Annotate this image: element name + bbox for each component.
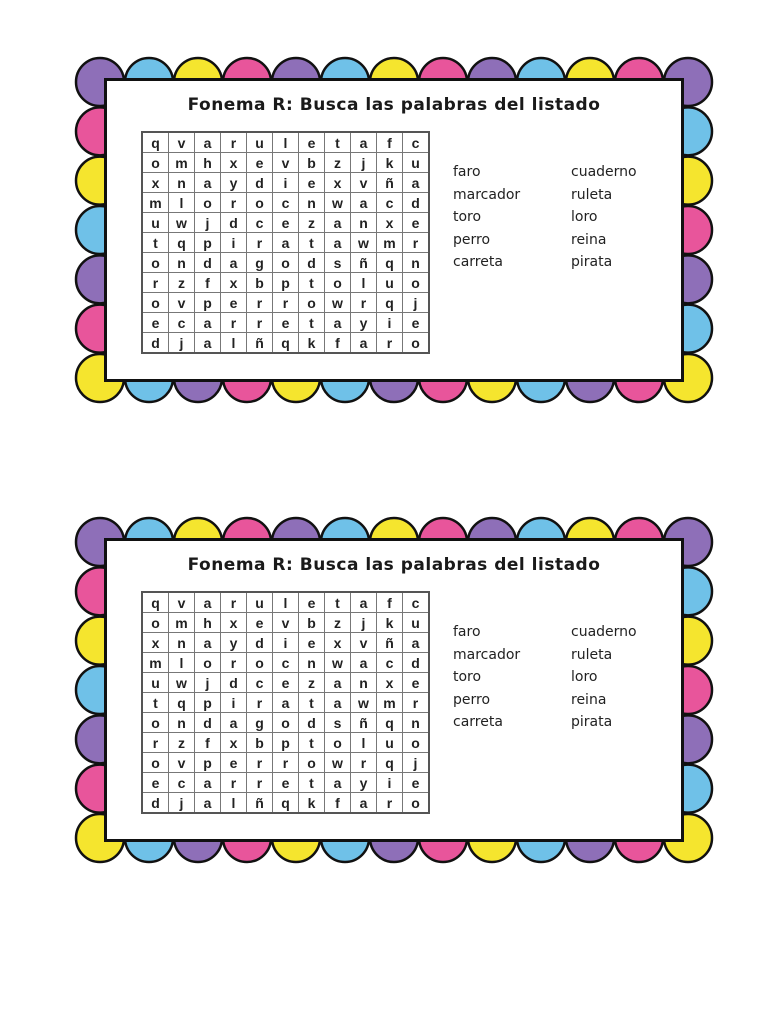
grid-cell: o [403,733,430,753]
grid-cell: o [247,193,273,213]
grid-cell: r [351,293,377,313]
grid-cell: d [247,173,273,193]
grid-cell: y [221,173,247,193]
grid-cell: r [247,773,273,793]
card-panel [104,78,684,382]
word-item: pirata [571,714,613,730]
grid-cell: e [142,773,169,793]
grid-cell: w [351,233,377,253]
grid-cell: x [142,173,169,193]
grid-cell: o [195,193,221,213]
grid-row [142,753,429,773]
grid-cell: e [142,313,169,333]
grid-cell: t [299,233,325,253]
grid-cell: n [169,253,195,273]
grid-cell: r [221,592,247,613]
grid-cell: x [325,173,351,193]
grid-cell: b [247,733,273,753]
grid-cell: a [351,132,377,153]
grid-cell: c [247,673,273,693]
word-list-left [453,161,520,274]
grid-cell: q [142,592,169,613]
grid-cell: l [169,193,195,213]
word-item: cuaderno [571,624,637,640]
grid-cell: i [221,693,247,713]
grid-cell: z [325,613,351,633]
grid-cell: l [221,333,247,354]
grid-cell: n [351,673,377,693]
grid-row [142,193,429,213]
word-item: loro [571,209,598,225]
word-item: perro [453,231,491,248]
grid-cell: q [273,333,299,354]
grid-cell: r [142,733,169,753]
grid-cell: n [403,713,430,733]
grid-cell: a [351,793,377,814]
grid-cell: r [247,233,273,253]
grid-cell: y [351,313,377,333]
grid-cell: a [325,693,351,713]
grid-cell: a [195,132,221,153]
grid-cell: g [247,253,273,273]
grid-cell: a [325,313,351,333]
grid-cell: y [351,773,377,793]
grid-row [142,653,429,673]
grid-cell: j [403,753,430,773]
grid-cell: z [169,733,195,753]
grid-cell: m [142,193,169,213]
grid-cell: ñ [377,173,403,193]
grid-cell: b [299,153,325,173]
grid-cell: f [195,733,221,753]
grid-cell: u [142,673,169,693]
grid-cell: t [299,733,325,753]
grid-cell: d [247,633,273,653]
grid-cell: q [142,132,169,153]
grid-cell: w [325,193,351,213]
grid-cell: v [351,633,377,653]
grid-cell: m [142,653,169,673]
grid-cell: o [299,753,325,773]
grid-cell: b [247,273,273,293]
grid-row [142,213,429,233]
grid-cell: n [299,653,325,673]
grid-cell: o [403,793,430,814]
grid-cell: u [377,273,403,293]
grid-cell: z [299,673,325,693]
grid-cell: o [325,733,351,753]
word-item: ruleta [571,186,613,203]
grid-cell: n [351,213,377,233]
grid-cell: a [351,333,377,354]
grid-cell: v [169,293,195,313]
grid-cell: y [221,633,247,653]
grid-cell: v [169,592,195,613]
grid-cell: o [142,293,169,313]
grid-cell: l [273,592,299,613]
grid-cell: l [273,132,299,153]
grid-cell: f [195,273,221,293]
grid-cell: k [299,333,325,354]
grid-cell: n [403,253,430,273]
grid-cell: j [195,673,221,693]
grid-cell: f [377,592,403,613]
grid-cell: z [325,153,351,173]
grid-cell: h [195,153,221,173]
grid-cell: s [325,713,351,733]
grid-cell: q [273,793,299,814]
grid-cell: l [351,273,377,293]
grid-cell: e [221,753,247,773]
grid-cell: v [169,753,195,773]
grid-cell: o [403,333,430,354]
grid-cell: c [247,213,273,233]
grid-cell: e [299,633,325,653]
grid-row [142,253,429,273]
word-item: carreta [453,254,503,270]
grid-cell: s [325,253,351,273]
word-item: ruleta [571,646,613,663]
grid-cell: r [221,193,247,213]
grid-row [142,333,429,354]
grid-row [142,592,429,613]
grid-cell: f [325,333,351,354]
grid-cell: j [169,793,195,814]
grid-cell: n [169,713,195,733]
grid-cell: d [142,793,169,814]
letter-grid [141,591,430,814]
word-item: marcador [453,186,521,203]
grid-cell: d [142,333,169,354]
grid-cell: r [247,313,273,333]
grid-row [142,793,429,814]
grid-cell: b [299,613,325,633]
grid-cell: t [299,313,325,333]
grid-row [142,273,429,293]
grid-cell: r [221,132,247,153]
grid-cell: v [273,613,299,633]
word-item: reina [571,691,607,708]
grid-cell: x [377,673,403,693]
grid-cell: q [377,713,403,733]
grid-cell: c [377,193,403,213]
grid-cell: u [247,132,273,153]
card-title: Fonema R: Busca las palabras del listado [187,555,601,575]
word-item: toro [453,209,482,225]
grid-cell: t [325,132,351,153]
grid-cell: o [142,153,169,173]
grid-cell: q [169,693,195,713]
grid-row [142,313,429,333]
grid-cell: w [325,753,351,773]
grid-cell: c [169,773,195,793]
word-list-right [571,161,637,274]
grid-cell: i [273,633,299,653]
grid-cell: e [299,132,325,153]
grid-cell: o [299,293,325,313]
grid-cell: q [377,253,403,273]
grid-cell: c [403,132,430,153]
word-search-card-2 [74,516,714,864]
grid-cell: c [403,592,430,613]
grid-cell: a [325,673,351,693]
grid-cell: a [351,653,377,673]
grid-cell: l [351,733,377,753]
grid-row [142,153,429,173]
grid-row [142,673,429,693]
word-item: perro [453,691,491,708]
grid-cell: i [377,313,403,333]
grid-cell: p [273,733,299,753]
grid-cell: e [221,293,247,313]
card-panel [104,538,684,842]
grid-cell: t [299,773,325,793]
grid-cell: o [325,273,351,293]
grid-cell: e [273,213,299,233]
grid-cell: r [273,293,299,313]
grid-cell: a [221,253,247,273]
grid-cell: r [403,233,430,253]
grid-row [142,613,429,633]
grid-cell: r [247,293,273,313]
grid-cell: k [299,793,325,814]
grid-cell: n [169,173,195,193]
grid-cell: a [403,633,430,653]
word-list-left [453,621,520,734]
grid-cell: o [403,273,430,293]
grid-cell: p [195,293,221,313]
grid-cell: d [403,653,430,673]
grid-cell: g [247,713,273,733]
grid-cell: o [142,753,169,773]
grid-row [142,693,429,713]
grid-cell: c [169,313,195,333]
grid-cell: i [377,773,403,793]
grid-cell: x [221,273,247,293]
grid-cell: r [221,313,247,333]
grid-cell: a [273,693,299,713]
grid-cell: o [142,713,169,733]
grid-cell: r [221,773,247,793]
grid-cell: o [247,653,273,673]
grid-cell: o [142,613,169,633]
grid-cell: ñ [247,333,273,354]
grid-cell: a [221,713,247,733]
word-item: marcador [453,646,521,663]
grid-row [142,713,429,733]
grid-cell: a [195,173,221,193]
grid-cell: m [169,613,195,633]
grid-cell: c [273,653,299,673]
grid-row [142,233,429,253]
grid-cell: v [351,173,377,193]
grid-cell: a [195,793,221,814]
grid-cell: u [403,153,430,173]
grid-cell: a [195,313,221,333]
word-item: pirata [571,254,613,270]
grid-cell: q [377,753,403,773]
grid-cell: e [403,213,430,233]
grid-cell: p [195,233,221,253]
grid-cell: a [325,213,351,233]
grid-cell: ñ [351,253,377,273]
grid-cell: d [299,713,325,733]
grid-cell: x [221,733,247,753]
word-item: cuaderno [571,164,637,180]
grid-cell: r [377,333,403,354]
grid-cell: n [299,193,325,213]
grid-cell: ñ [377,633,403,653]
grid-cell: e [247,153,273,173]
grid-row [142,633,429,653]
grid-cell: e [299,173,325,193]
grid-cell: m [377,693,403,713]
grid-cell: t [299,693,325,713]
grid-cell: n [169,633,195,653]
grid-cell: w [325,653,351,673]
grid-cell: r [351,753,377,773]
grid-cell: e [273,313,299,333]
grid-cell: r [273,753,299,773]
grid-row [142,733,429,753]
grid-cell: f [377,132,403,153]
grid-cell: h [195,613,221,633]
grid-cell: e [403,673,430,693]
word-list-right [571,621,637,734]
grid-cell: u [247,592,273,613]
grid-cell: w [169,673,195,693]
grid-cell: a [325,233,351,253]
grid-cell: i [221,233,247,253]
grid-cell: w [351,693,377,713]
grid-cell: p [195,753,221,773]
word-item: faro [453,164,481,180]
grid-cell: a [195,333,221,354]
grid-cell: d [195,713,221,733]
grid-cell: t [142,233,169,253]
grid-cell: f [325,793,351,814]
grid-cell: a [351,193,377,213]
grid-cell: d [299,253,325,273]
grid-cell: ñ [247,793,273,814]
grid-cell: c [273,193,299,213]
grid-cell: a [195,592,221,613]
grid-cell: t [299,273,325,293]
grid-cell: e [273,673,299,693]
grid-cell: r [377,793,403,814]
grid-cell: d [221,673,247,693]
grid-row [142,173,429,193]
grid-cell: m [169,153,195,173]
word-item: reina [571,231,607,248]
grid-cell: q [169,233,195,253]
grid-cell: c [377,653,403,673]
grid-cell: m [377,233,403,253]
grid-cell: r [247,753,273,773]
grid-cell: o [273,713,299,733]
grid-cell: u [377,733,403,753]
word-search-card-1 [74,56,714,404]
grid-cell: e [247,613,273,633]
grid-cell: x [221,613,247,633]
word-item: toro [453,669,482,685]
grid-cell: r [403,693,430,713]
grid-cell: ñ [351,713,377,733]
grid-cell: d [195,253,221,273]
grid-cell: r [247,693,273,713]
grid-cell: j [403,293,430,313]
grid-cell: u [142,213,169,233]
grid-cell: x [377,213,403,233]
grid-cell: a [325,773,351,793]
grid-cell: i [273,173,299,193]
grid-cell: a [403,173,430,193]
grid-cell: o [195,653,221,673]
grid-cell: d [221,213,247,233]
grid-cell: o [142,253,169,273]
grid-cell: j [169,333,195,354]
word-item: faro [453,624,481,640]
grid-cell: a [351,592,377,613]
grid-cell: e [403,313,430,333]
grid-cell: w [169,213,195,233]
grid-cell: j [351,153,377,173]
word-item: carreta [453,714,503,730]
grid-cell: p [195,693,221,713]
grid-cell: z [169,273,195,293]
letter-grid [141,131,430,354]
grid-row [142,132,429,153]
grid-cell: j [351,613,377,633]
grid-cell: a [273,233,299,253]
grid-cell: l [221,793,247,814]
grid-cell: w [325,293,351,313]
grid-row [142,293,429,313]
grid-cell: e [403,773,430,793]
grid-row [142,773,429,793]
grid-cell: z [299,213,325,233]
grid-cell: p [273,273,299,293]
grid-cell: k [377,153,403,173]
grid-cell: a [195,633,221,653]
grid-cell: j [195,213,221,233]
grid-cell: l [169,653,195,673]
grid-cell: k [377,613,403,633]
grid-cell: e [299,592,325,613]
grid-cell: r [221,653,247,673]
grid-cell: t [142,693,169,713]
grid-cell: x [221,153,247,173]
grid-cell: a [195,773,221,793]
grid-cell: o [273,253,299,273]
grid-cell: x [325,633,351,653]
card-title: Fonema R: Busca las palabras del listado [187,95,601,115]
grid-cell: t [325,592,351,613]
word-item: loro [571,669,598,685]
grid-cell: q [377,293,403,313]
grid-cell: v [169,132,195,153]
grid-cell: r [142,273,169,293]
grid-cell: d [403,193,430,213]
grid-cell: x [142,633,169,653]
grid-cell: v [273,153,299,173]
grid-cell: u [403,613,430,633]
grid-cell: e [273,773,299,793]
